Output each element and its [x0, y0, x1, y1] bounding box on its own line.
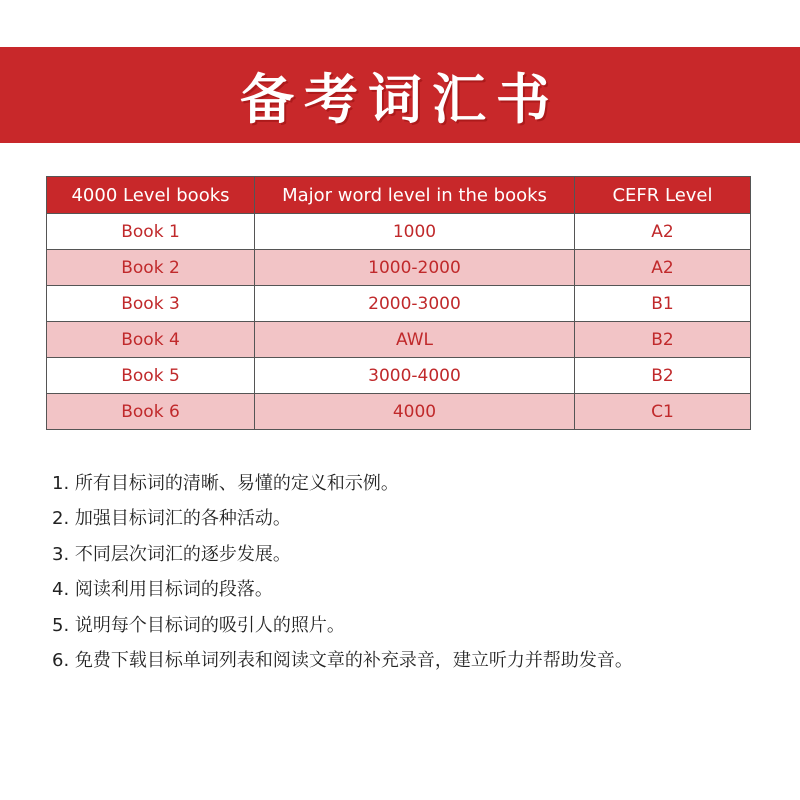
table-row [47, 214, 751, 250]
cefr-cell: A2 [575, 250, 751, 286]
word-level-cell: 2000-3000 [255, 286, 575, 322]
feature-item: 1. 所有目标词的清晰、易懂的定义和示例。 [52, 473, 399, 494]
title-banner [0, 47, 800, 143]
header-word-level: Major word level in the books [255, 177, 575, 214]
book-cell: Book 5 [47, 358, 255, 394]
book-cell: Book 2 [47, 250, 255, 286]
cefr-cell: B2 [575, 322, 751, 358]
feature-list [52, 466, 633, 678]
book-cell: Book 4 [47, 322, 255, 358]
feature-item: 4. 阅读利用目标词的段落。 [52, 579, 273, 601]
header-level-books: 4000 Level books [47, 177, 255, 214]
table-row [47, 394, 751, 430]
table-row [47, 250, 751, 286]
book-cell: Book 1 [47, 214, 255, 250]
book-cell: Book 6 [47, 394, 255, 430]
word-level-cell: AWL [255, 322, 575, 358]
table-header-row [47, 177, 751, 214]
cefr-cell: A2 [575, 214, 751, 250]
feature-item: 6. 免费下载目标单词列表和阅读文章的补充录音，建立听力并帮助发音。 [52, 649, 633, 671]
header-cefr-level: CEFR Level [575, 177, 751, 214]
table-row [47, 322, 751, 358]
banner-title: 备考词汇书 [240, 67, 560, 131]
word-level-cell: 4000 [255, 394, 575, 430]
cefr-cell: C1 [575, 394, 751, 430]
table-row [47, 286, 751, 322]
feature-item: 2. 加强目标词汇的各种活动。 [52, 508, 291, 530]
book-cell: Book 3 [47, 286, 255, 322]
cefr-cell: B2 [575, 358, 751, 394]
table-row [47, 358, 751, 394]
feature-item: 5. 说明每个目标词的吸引人的照片。 [52, 614, 345, 636]
level-table [46, 176, 751, 430]
feature-item: 3. 不同层次词汇的逐步发展。 [52, 543, 291, 565]
word-level-cell: 1000-2000 [255, 250, 575, 286]
word-level-cell: 1000 [255, 214, 575, 250]
word-level-cell: 3000-4000 [255, 358, 575, 394]
cefr-cell: B1 [575, 286, 751, 322]
